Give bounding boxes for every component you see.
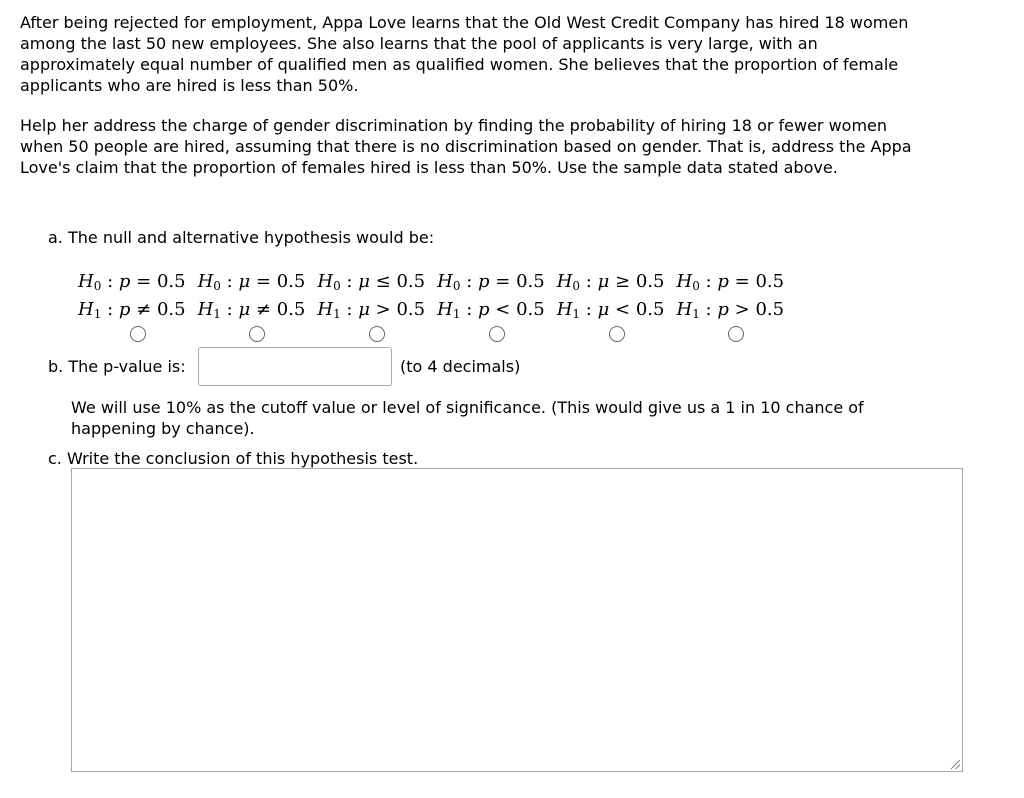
- hypothesis-option-2[interactable]: [198, 270, 318, 342]
- hypothesis-radio-3[interactable]: [369, 326, 385, 342]
- hypothesis-radio-4[interactable]: [489, 326, 505, 342]
- h0-line: $H_0$ : p = 0.5: [78, 271, 186, 293]
- p-value-hint: (to 4 decimals): [400, 357, 521, 376]
- hypothesis-option-4[interactable]: [437, 270, 557, 342]
- h0-line: $H_0$ : p = 0.5: [676, 271, 785, 293]
- problem-paragraph-2: Help her address the charge of gender discrimination by finding the probability of hiring 18 or fewer women when 50 people are hired, assuming that there is no discrimination based on gender. That is, address the Appa Love's claim that the proportion of females hired is less than 50%. Use the sample data stated above.: [20, 116, 912, 177]
- h0-line: $H_0$ : μ ≤ 0.5: [317, 271, 426, 293]
- hypothesis-options: [78, 270, 796, 342]
- problem-paragraph-1: After being rejected for employment, Appa Love learns that the Old West Credit Company has hired 18 women among the last 50 new employees. She also learns that the pool of applicants is very large, with an approximately equal number of qualified men as qualified women. She believes that the proportion of female applicants who are hired is less than 50%.: [20, 13, 909, 95]
- p-value-input[interactable]: [198, 347, 392, 386]
- hypothesis-radio-2[interactable]: [249, 326, 265, 342]
- h1-line: $H_1$ : p > 0.5: [676, 299, 785, 321]
- hypothesis-option-3[interactable]: [317, 270, 437, 342]
- question-c-label: c. Write the conclusion of this hypothesis test.: [48, 449, 419, 468]
- question-b-label: b. The p-value is:: [48, 357, 186, 376]
- hypothesis-option-1[interactable]: [78, 270, 198, 342]
- hypothesis-option-6[interactable]: [676, 270, 796, 342]
- hypothesis-radio-6[interactable]: [728, 326, 744, 342]
- h1-line: $H_1$ : p ≠ 0.5: [78, 299, 186, 321]
- hypothesis-radio-5[interactable]: [609, 326, 625, 342]
- conclusion-textarea[interactable]: [71, 468, 963, 772]
- hypothesis-option-5[interactable]: [557, 270, 677, 342]
- hypothesis-radio-1[interactable]: [130, 326, 146, 342]
- h0-line: $H_0$ : μ = 0.5: [197, 271, 306, 293]
- h1-line: $H_1$ : μ > 0.5: [317, 299, 426, 321]
- h0-line: $H_0$ : p = 0.5: [437, 271, 545, 293]
- significance-note: We will use 10% as the cutoff value or level of significance. (This would give us a 1 in 10 chance of happening by chance).: [71, 398, 864, 438]
- question-a-label: a. The null and alternative hypothesis would be:: [48, 228, 435, 247]
- h0-line: $H_0$ : μ ≥ 0.5: [556, 271, 665, 293]
- h1-line: $H_1$ : μ ≠ 0.5: [197, 299, 306, 321]
- resize-grip-icon[interactable]: [951, 760, 960, 769]
- h1-line: $H_1$ : μ < 0.5: [556, 299, 665, 321]
- h1-line: $H_1$ : p < 0.5: [437, 299, 545, 321]
